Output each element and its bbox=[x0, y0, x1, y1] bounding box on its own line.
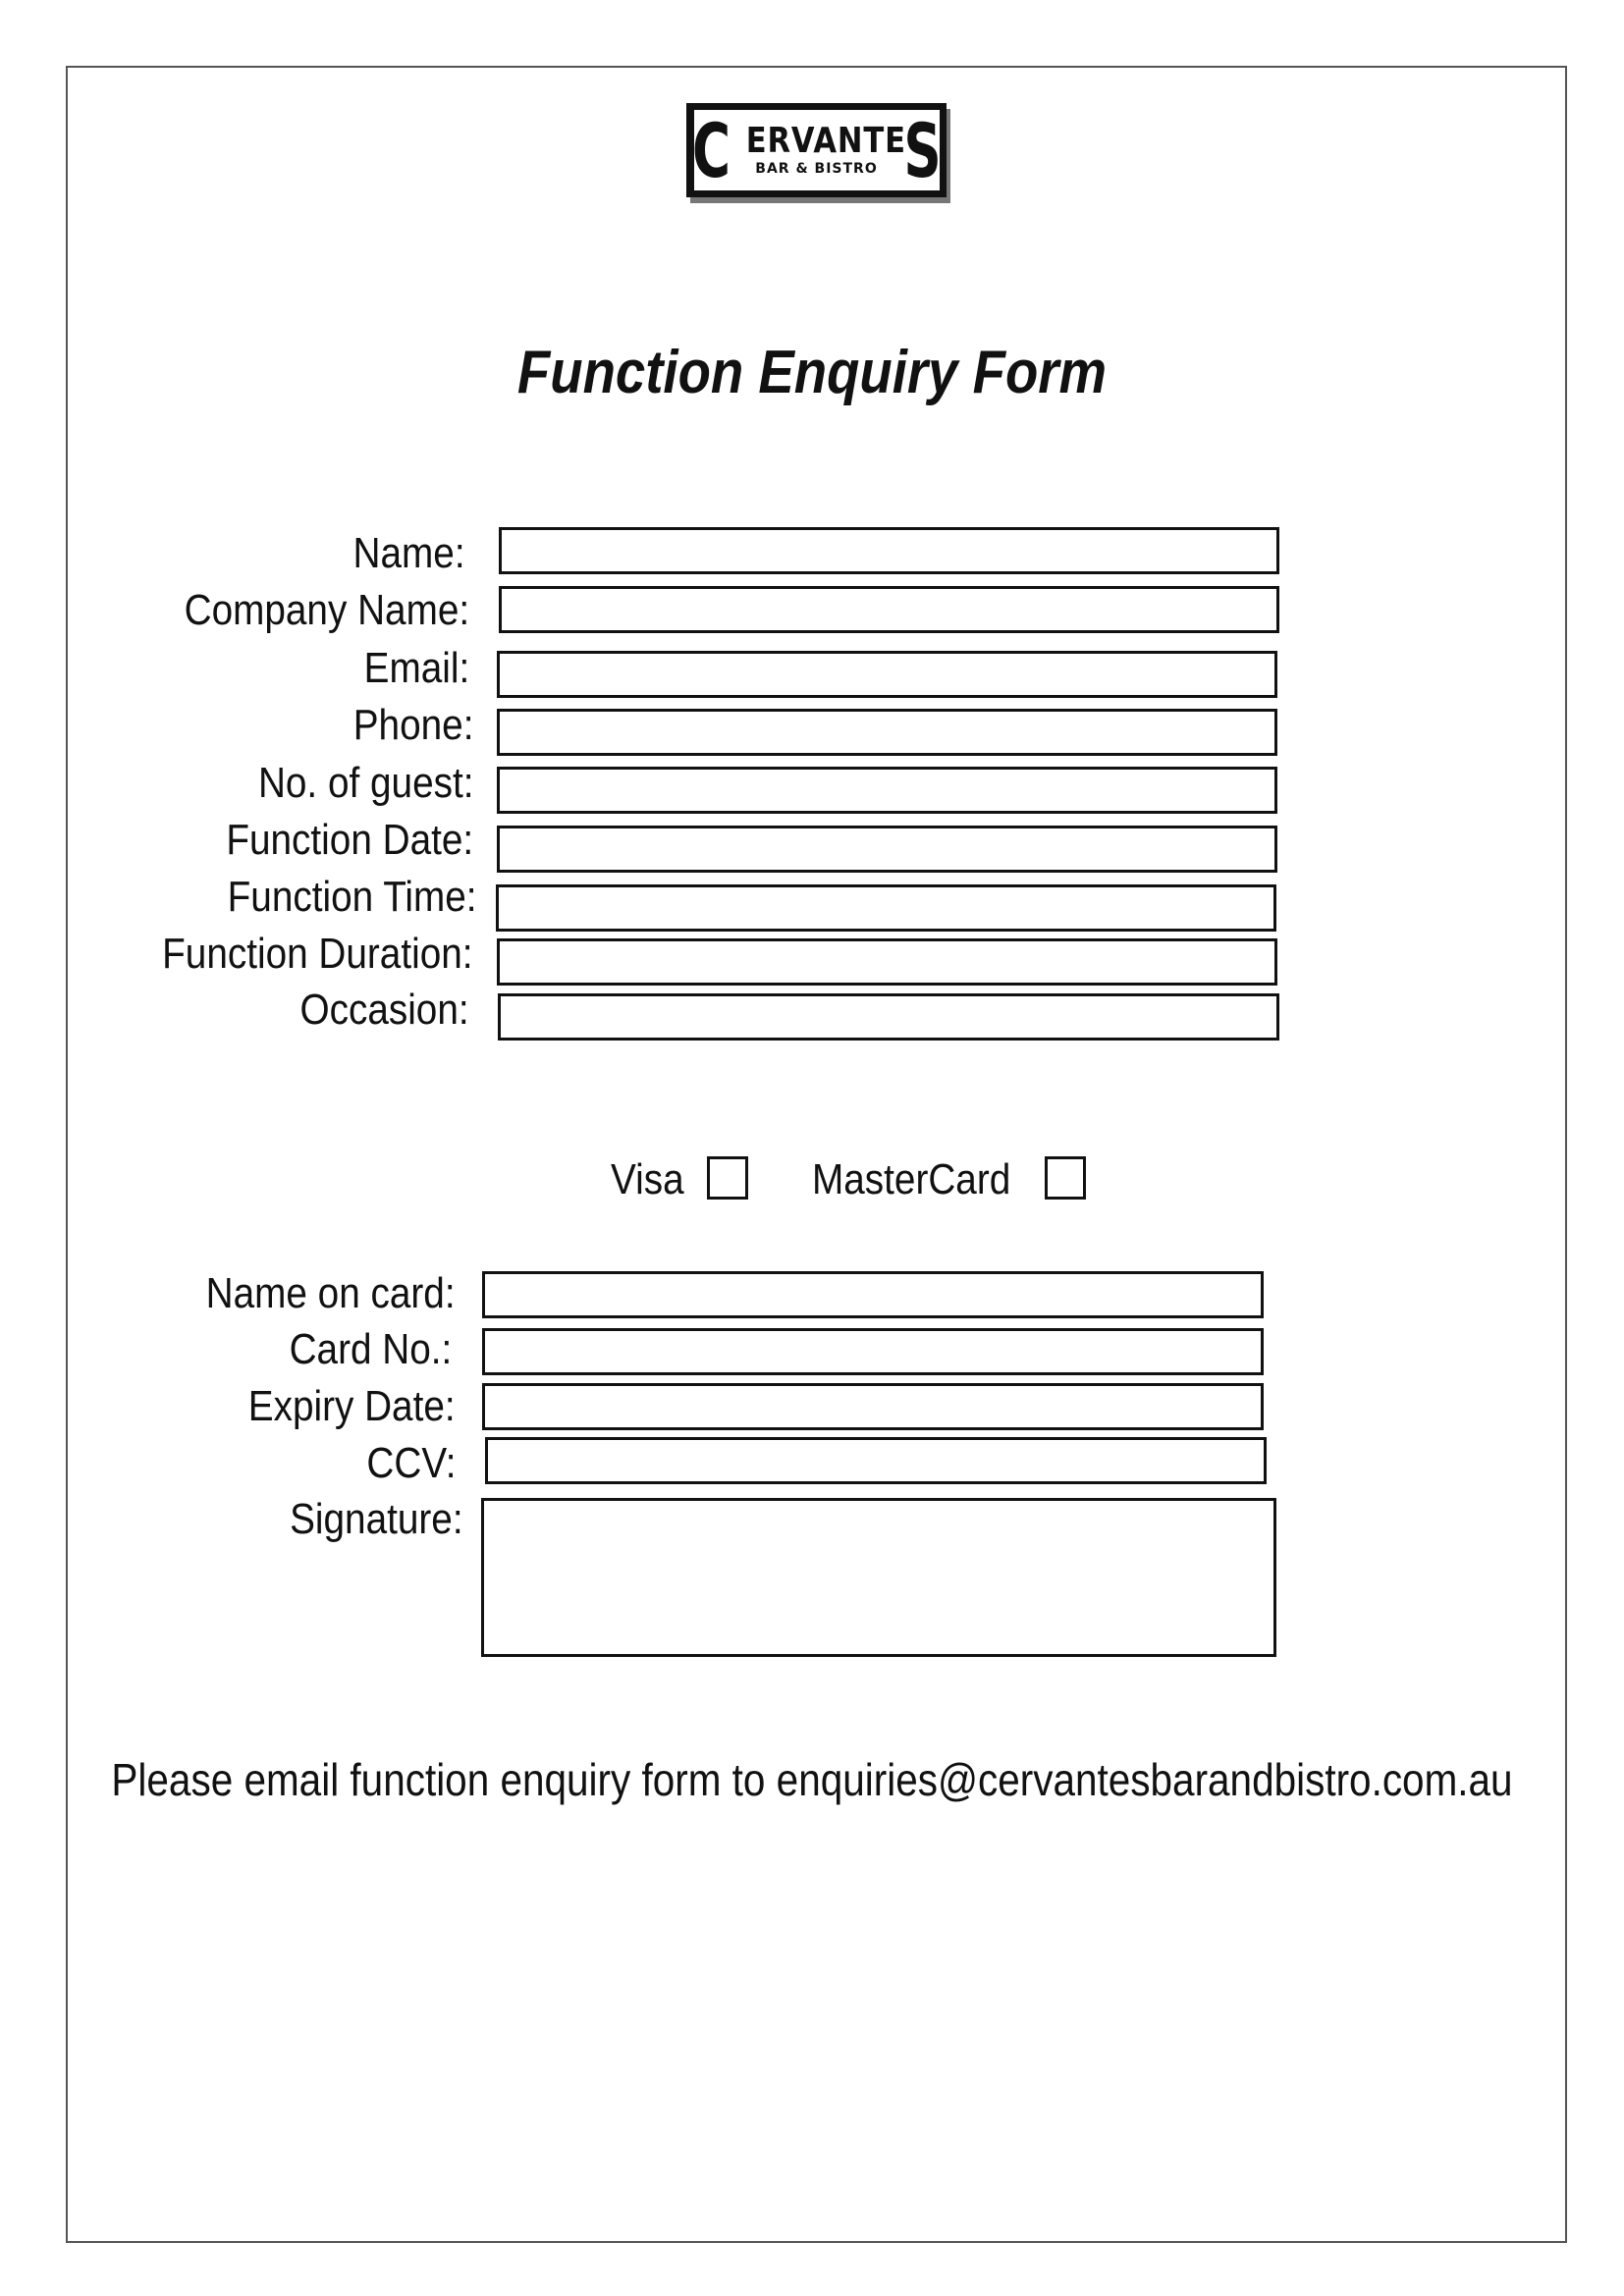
function-duration-label: Function Duration: bbox=[162, 930, 473, 978]
signature-label: Signature: bbox=[290, 1495, 463, 1543]
email-label: Email: bbox=[363, 644, 469, 692]
ccv-label: CCV: bbox=[365, 1439, 456, 1487]
name-field[interactable] bbox=[499, 527, 1279, 574]
occasion-label: Occasion: bbox=[299, 986, 469, 1034]
visa-checkbox[interactable] bbox=[707, 1156, 748, 1200]
mastercard-label: MasterCard bbox=[812, 1155, 1011, 1203]
email-instructions: Please email function enquiry form to enquiries@cervantesbarandbistro.com.au bbox=[111, 1754, 1513, 1805]
function-date-label: Function Date: bbox=[226, 816, 473, 864]
email-field[interactable] bbox=[497, 651, 1277, 698]
name-on-card-label: Name on card: bbox=[206, 1269, 456, 1317]
company-name-label: Company Name: bbox=[184, 586, 469, 634]
expiry-date-field[interactable] bbox=[482, 1383, 1264, 1430]
function-date-field[interactable] bbox=[497, 826, 1277, 873]
logo-wordmark: ERVANTE bbox=[745, 121, 906, 161]
logo-plate bbox=[691, 107, 942, 194]
cervantes-logo bbox=[686, 103, 947, 197]
occasion-field[interactable] bbox=[498, 993, 1279, 1041]
card-number-label: Card No.: bbox=[289, 1325, 452, 1373]
logo-final-letter: S bbox=[903, 107, 942, 194]
name-on-card-field[interactable] bbox=[482, 1271, 1264, 1318]
function-time-field[interactable] bbox=[496, 884, 1276, 932]
signature-box[interactable] bbox=[481, 1498, 1276, 1657]
ccv-field[interactable] bbox=[485, 1437, 1267, 1484]
function-duration-field[interactable] bbox=[497, 938, 1277, 986]
phone-field[interactable] bbox=[497, 709, 1277, 756]
logo-subtitle: BAR & BISTRO bbox=[755, 161, 878, 177]
mastercard-checkbox[interactable] bbox=[1045, 1156, 1086, 1200]
guest-count-field[interactable] bbox=[497, 767, 1277, 814]
form-title: Function Enquiry Form bbox=[516, 339, 1108, 406]
function-time-label: Function Time: bbox=[228, 873, 477, 921]
company-name-field[interactable] bbox=[499, 586, 1279, 633]
card-number-field[interactable] bbox=[482, 1328, 1264, 1375]
visa-label: Visa bbox=[611, 1155, 684, 1203]
phone-label: Phone: bbox=[352, 701, 473, 749]
expiry-date-label: Expiry Date: bbox=[248, 1382, 456, 1430]
guest-count-label: No. of guest: bbox=[257, 759, 473, 807]
name-label: Name: bbox=[352, 529, 465, 577]
logo-initial: C bbox=[691, 107, 731, 194]
